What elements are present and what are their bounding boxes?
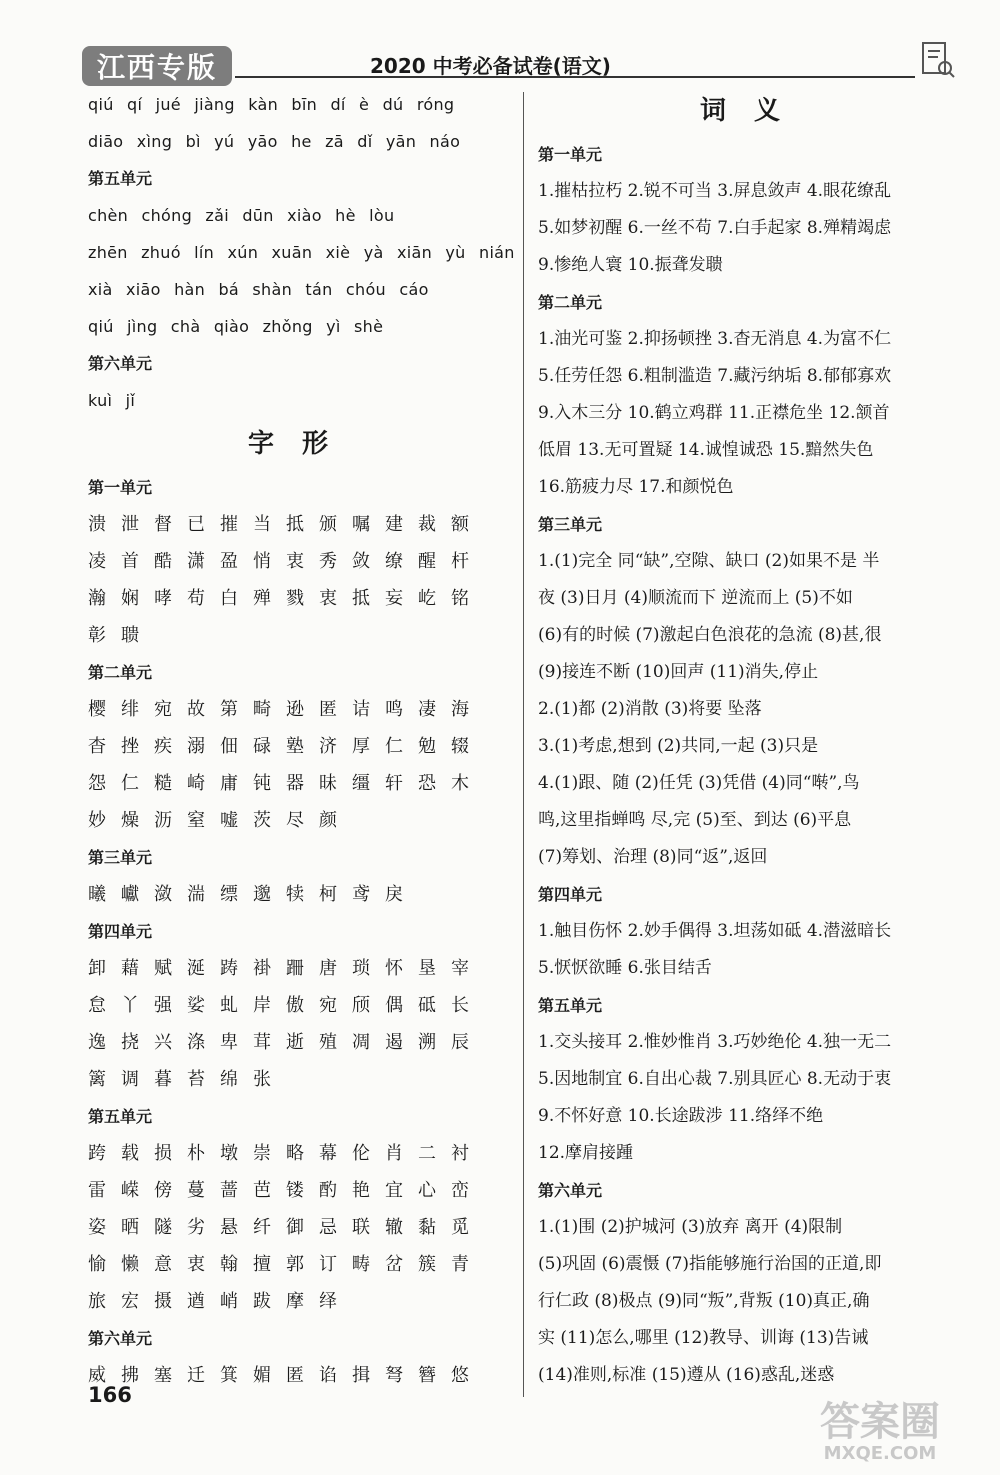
unit-heading: 第三单元 <box>538 515 603 534</box>
answer-line: 5.如梦初醒 6.一丝不苟 7.白手起家 8.殚精竭虑 <box>538 218 892 238</box>
watermark <box>780 1400 980 1470</box>
character-line: 彰聩 <box>88 625 154 646</box>
header-rule <box>235 76 915 78</box>
unit-heading: 第五单元 <box>88 169 153 188</box>
watermark-url: MXQE.COM <box>823 1443 937 1464</box>
answer-line: (5)巩固 (6)震慑 (7)指能够施行治国的正道,即 <box>538 1254 882 1274</box>
section-title-meaning: 词义 <box>699 96 808 126</box>
answer-line: (7)筹划、治理 (8)同“返”,返回 <box>538 847 768 867</box>
answer-line: 夜 (3)日月 (4)顺流而下 逆流而上 (5)不如 <box>538 588 853 608</box>
answer-line: 5.恹恹欲睡 6.张目结舌 <box>538 958 712 978</box>
answer-line: 12.摩肩接踵 <box>538 1143 634 1163</box>
unit-heading: 第四单元 <box>538 885 603 904</box>
answer-line: 鸣,这里指蝉鸣 尽,完 (5)至、到达 (6)平息 <box>538 810 852 830</box>
answer-line: (14)准则,标准 (15)遵从 (16)惑乱,迷惑 <box>538 1365 835 1385</box>
answer-line: 9.入木三分 10.鹤立鸡群 11.正襟危坐 12.颔首 <box>538 403 890 423</box>
left-column <box>88 86 516 1394</box>
answer-line: 3.(1)考虑,想到 (2)共同,一起 (3)只是 <box>538 736 819 756</box>
character-line: 瀚娴哮苟白殚戮衷抵妄屹铭 <box>88 588 484 609</box>
answer-line: 5.因地制宜 6.自出心裁 7.别具匠心 8.无动于衷 <box>538 1069 892 1089</box>
answer-line: 2.(1)都 (2)消散 (3)将要 坠落 <box>538 699 762 719</box>
character-line: 雷嵘傍蔓蔷芭镂酌艳宜心峦 <box>88 1180 484 1201</box>
character-line: 逸挠兴涤卑茸逝殖凋遏溯辰 <box>88 1032 484 1053</box>
unit-heading: 第五单元 <box>88 1107 153 1126</box>
pinyin-line: xià xiāo hàn bá shàn tán chóu cáo <box>88 280 429 299</box>
answer-line: 5.任劳任怨 6.粗制滥造 7.藏污纳垢 8.郁郁寡欢 <box>538 366 892 386</box>
answer-line: 实 (11)怎么,哪里 (12)教导、训诲 (13)告诫 <box>538 1328 869 1348</box>
answer-line: 1.油光可鉴 2.抑扬顿挫 3.杳无消息 4.为富不仁 <box>538 329 892 349</box>
answer-line: 1.(1)围 (2)护城河 (3)放弃 离开 (4)限制 <box>538 1217 843 1237</box>
pinyin-line: qiú jìng chà qiào zhǒng yì shè <box>88 317 384 336</box>
unit-heading: 第一单元 <box>88 478 153 497</box>
page-header <box>0 0 1000 85</box>
answer-line: (6)有的时候 (7)激起白色浪花的急流 (8)甚,很 <box>538 625 882 645</box>
character-line: 姿晒隧劣悬纤御忌联辙黏觅 <box>88 1217 484 1238</box>
column-divider <box>523 92 524 1397</box>
character-line: 杳挫疾溺佃碌塾济厚仁勉辍 <box>88 736 484 757</box>
section-title: 字形 <box>247 429 356 459</box>
pinyin-line: zhēn zhuó lín xún xuān xiè yà xiān yù nián <box>88 243 515 262</box>
unit-heading: 第六单元 <box>88 354 153 373</box>
character-line: 愉懒意衷翰擅郭订畴岔簇青 <box>88 1254 484 1275</box>
character-line: 溃泄督已摧当抵颁嘱建裁额 <box>88 514 484 535</box>
unit-heading: 第五单元 <box>538 996 603 1015</box>
header-title: 2020 中考必备试卷(语文) <box>370 54 611 78</box>
pinyin-line: qiú qí jué jiàng kàn bīn dí è dú róng <box>88 95 455 114</box>
unit-heading: 第六单元 <box>88 1329 153 1348</box>
watermark-logo-text: 答案圈 <box>820 1399 940 1445</box>
unit-heading: 第六单元 <box>538 1181 603 1200</box>
character-line: 怨仁糙崎庸钝器昧缰轩恐木 <box>88 773 484 794</box>
answer-line: 1.(1)完全 同“缺”,空隙、缺口 (2)如果不是 半 <box>538 551 880 571</box>
answer-line: 9.惨绝人寰 10.振聋发聩 <box>538 255 723 275</box>
answer-line: 1.触目伤怀 2.妙手偶得 3.坦荡如砥 4.潜滋暗长 <box>538 921 892 941</box>
character-line: 卸藉赋涎踌褂跚唐琐怀垦宰 <box>88 958 484 979</box>
answer-line: 9.不怀好意 10.长途跋涉 11.络绎不绝 <box>538 1106 824 1126</box>
pinyin-line: kuì jǐ <box>88 391 136 410</box>
character-line: 樱绯宛故第畸逊匿诘鸣凄海 <box>88 699 484 720</box>
answer-line: 1.摧枯拉朽 2.锐不可当 3.屏息敛声 4.眼花缭乱 <box>538 181 892 201</box>
book-magnifier-icon <box>920 40 956 80</box>
character-line: 威拂塞迁箕媚匿谄揖弩簪悠 <box>88 1365 484 1386</box>
character-line: 旅宏摄遒峭跋摩绎 <box>88 1291 352 1312</box>
unit-heading: 第三单元 <box>88 848 153 867</box>
character-line: 曦巘潋湍缥邈犊柯鸢戾 <box>88 884 418 905</box>
unit-heading: 第一单元 <box>538 145 603 164</box>
right-column <box>538 86 970 1394</box>
answer-line: 低眉 13.无可置疑 14.诚惶诚恐 15.黯然失色 <box>538 440 874 460</box>
unit-heading: 第二单元 <box>88 663 153 682</box>
answer-line: 行仁政 (8)极点 (9)同“叛”,背叛 (10)真正,确 <box>538 1291 870 1311</box>
character-line: 凌首酷潇盈悄衷秀敛缭醒杆 <box>88 551 484 572</box>
unit-heading: 第四单元 <box>88 922 153 941</box>
page-number: 166 <box>88 1383 132 1407</box>
unit-heading: 第二单元 <box>538 293 603 312</box>
answer-line: 4.(1)跟、随 (2)任凭 (3)凭借 (4)同“啭”,鸟 <box>538 773 860 793</box>
edition-badge: 江西专版 <box>82 46 232 86</box>
pinyin-line: diāo xìng bì yú yāo he zā dǐ yān náo <box>88 132 461 151</box>
character-line: 妙燥沥窒嘘茨尽颜 <box>88 810 352 831</box>
character-line: 篱调暮苔绵张 <box>88 1069 286 1090</box>
pinyin-line: chèn chóng zǎi dūn xiào hè lòu <box>88 206 395 225</box>
answer-line: 1.交头接耳 2.惟妙惟肖 3.巧妙绝伦 4.独一无二 <box>538 1032 892 1052</box>
answer-line: 16.筋疲力尽 17.和颜悦色 <box>538 477 734 497</box>
answer-line: (9)接连不断 (10)回声 (11)消失,停止 <box>538 662 819 682</box>
character-line: 怠丫强娑虬岸傲宛颀偶砥长 <box>88 995 484 1016</box>
character-line: 跨载损朴墩崇略幕伦肖二衬 <box>88 1143 484 1164</box>
